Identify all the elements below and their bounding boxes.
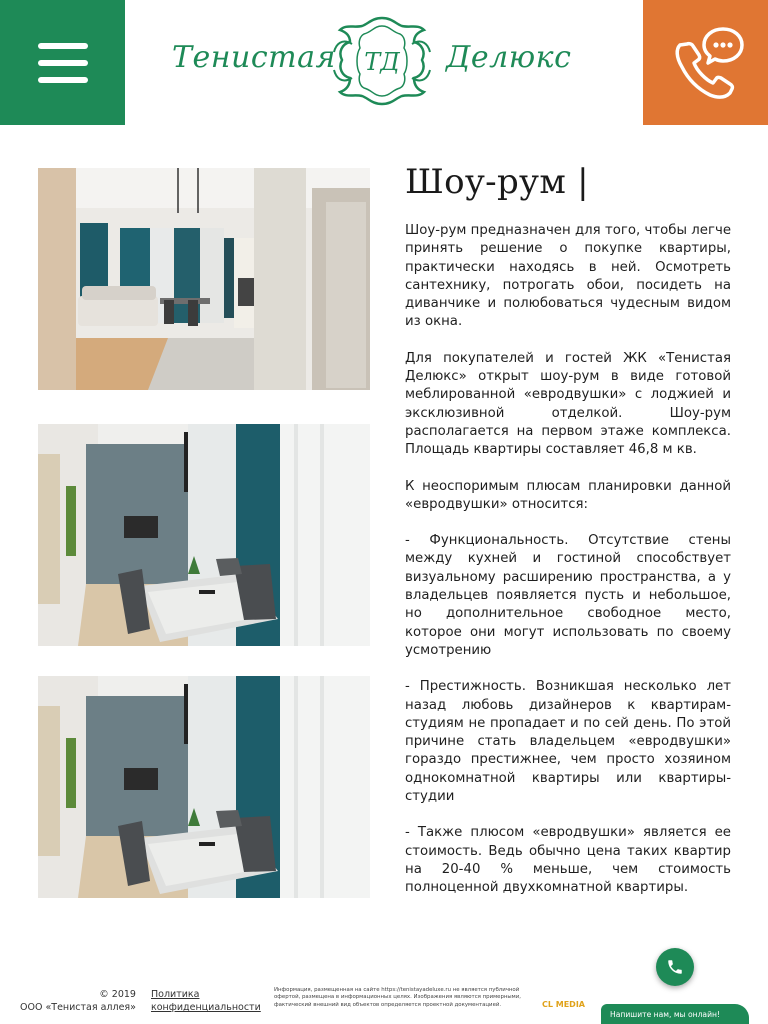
privacy-policy-line1: Политика — [151, 989, 200, 1000]
hamburger-menu-icon — [38, 77, 88, 83]
developer-credit-link[interactable]: CL MEDIA — [542, 1000, 585, 1009]
showroom-description — [405, 222, 731, 916]
monogram-crest-icon — [332, 14, 432, 109]
paragraph: Для покупателей и гостей ЖК «Тенистая Делюкс» открыт шоу-рум в виде готовой меблированной «евродвушки» с лоджией и эксклюзивной отделкой. Шоу-рум располагается на первом этаже комплекса. Площадь квартиры составляет 46,8 м кв. — [405, 350, 731, 458]
brand-word-2: Делюкс — [446, 40, 572, 75]
paragraph: К неоспоримым плюсам планировки данной «евродвушки» относится: — [405, 478, 731, 512]
site-header — [0, 0, 768, 125]
company-name: ООО «Тенистая аллея» — [20, 1002, 136, 1013]
paragraph: Шоу-рум предназначен для того, чтобы легче принять решение о покупке квартиры, практически находясь в ней. Осмотреть сантехнику, потрогать обои, посидеть на диванчике и полюбоваться чудесным видом из окна. — [405, 223, 731, 330]
page-title: Шоу-рум | — [405, 162, 589, 202]
hamburger-menu-icon — [38, 60, 88, 66]
phone-chat-icon — [666, 23, 746, 103]
privacy-policy-line2: конфиденциальности — [151, 1002, 261, 1013]
menu-button[interactable] — [0, 0, 125, 125]
call-button[interactable] — [643, 0, 768, 125]
paragraph: - Также плюсом «евродвушки» является ее стоимость. Ведь обычно цена таких квартир на 20-40 % меньше, чем стоимость полноценной двухкомнатной квартиры. — [405, 825, 731, 896]
brand-word-1: Тенистая — [172, 40, 336, 75]
online-chat-widget[interactable]: Напишите нам, мы онлайн! — [601, 1004, 749, 1024]
brand-logo[interactable] — [168, 14, 572, 109]
monogram: ТД — [364, 48, 400, 76]
privacy-policy-link[interactable] — [151, 988, 261, 1014]
paragraph: - Престижность. Возникшая несколько лет назад любовь дизайнеров к квартирам-студиям не пропадает и по сей день. По этой причине стать владельцем «евродвушки» гораздо престижнее, чем просто хозяином однокомнатной квартиры или квартиры-студии — [405, 679, 731, 805]
footer-copyright — [20, 988, 136, 1014]
copyright-year: © 2019 — [99, 989, 136, 1000]
phone-icon — [666, 958, 684, 976]
paragraph: - Функциональность. Отсутствие стены между кухней и гостиной способствует визуальному расширению пространства, а у владельцев появляется пусть и небольшое, но дополнительное свободное место, которое они могут использовать по своему усмотрению — [405, 533, 731, 658]
showroom-photo-living-room — [38, 168, 370, 390]
showroom-photo-dining-area-2 — [38, 676, 370, 898]
showroom-photo-dining-area — [38, 424, 370, 646]
legal-disclaimer: Информация, размещенная на сайте https://tenistayadeluxe.ru не является публичной офертой, размещена в информационных целях. Изображения являются примерными, фактический внешний вид объектов определяется проектной документацией. — [274, 987, 521, 1008]
floating-call-button[interactable] — [656, 948, 694, 986]
hamburger-menu-icon — [38, 43, 88, 49]
